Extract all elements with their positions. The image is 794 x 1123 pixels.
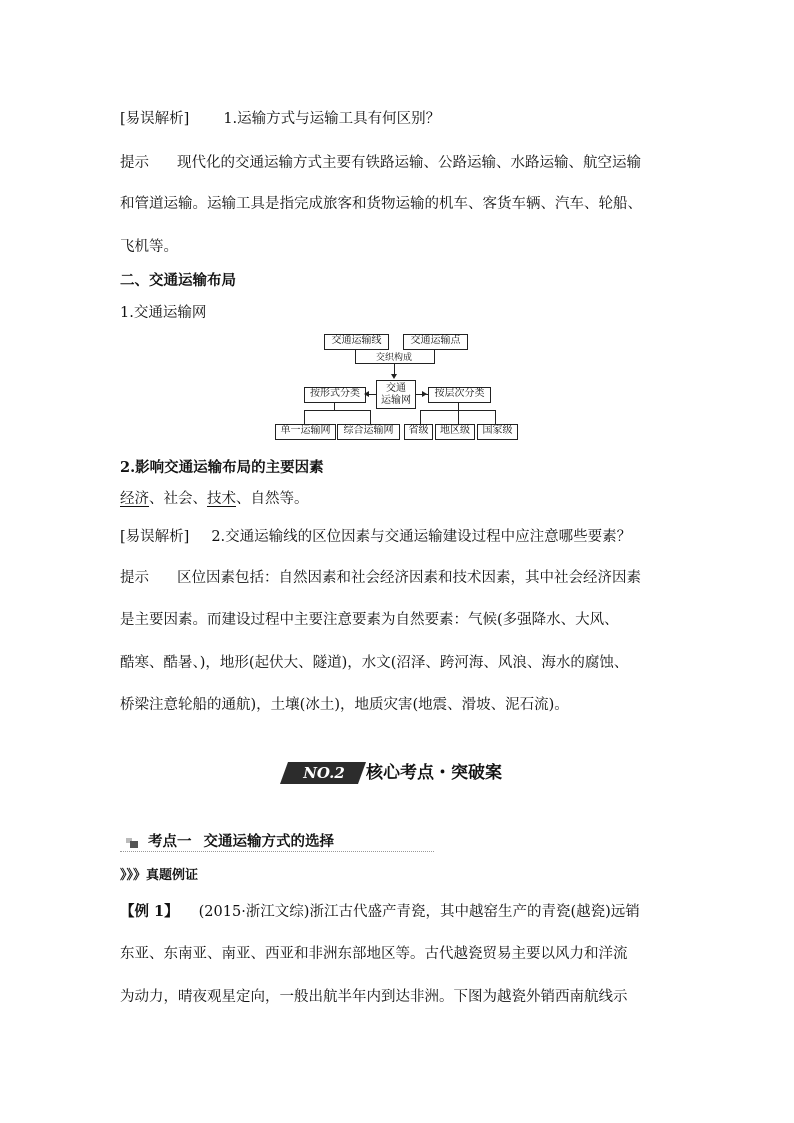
diagram-box-transport-network: 交通 运输网	[376, 380, 416, 409]
diagram-box-transport-lines: 交通运输线	[324, 334, 389, 350]
diagram-box-single-network: 单一运输网	[275, 424, 336, 440]
hint-1-line1: 提示 现代化的交通运输方式主要有铁路运输、公路运输、水路运输、航空运输	[120, 155, 641, 171]
section-banner	[278, 760, 518, 786]
factors-line: 经济、社会、技术、自然等。	[120, 491, 309, 507]
hint-2-line1: 提示 区位因素包括：自然因素和社会经济因素和技术因素，其中社会经济因素	[120, 570, 641, 586]
hint-1-line3: 飞机等。	[120, 239, 178, 255]
banner-badge-text: NO.2	[303, 764, 345, 782]
hint-2-line2: 是主要因素。而建设过程中主要注意要素为自然要素：气候(多强降水、大风、	[120, 612, 619, 628]
subheading-transport-network: 1.交通运输网	[120, 305, 207, 321]
question-text: 2.交通运输线的区位因素与交通运输建设过程中应注意哪些要素？	[211, 529, 632, 545]
diagram-box-regional: 地区级	[435, 424, 475, 440]
heading-dotted-rule	[120, 851, 434, 852]
example-1-line3: 为动力，晴夜观星定向，一般出航半年内到达非洲。下图为越瓷外销西南航线示	[120, 989, 628, 1005]
hint-label: 提示	[120, 155, 149, 171]
factor-economy: 经济	[120, 491, 149, 507]
diagram-compose-label: 交织构成	[376, 353, 413, 363]
kaodian-title: 交通运输方式的选择	[203, 833, 334, 850]
diagram-box-transport-points: 交通运输点	[403, 334, 468, 350]
kaodian-label: 考点一	[148, 833, 192, 850]
diagram-box-classify-by-level: 按层次分类	[428, 387, 491, 403]
misconception-question-2	[120, 525, 631, 546]
factor-technology: 技术	[207, 491, 236, 507]
section-heading: 二、交通运输布局	[120, 272, 236, 289]
misconception-question-1	[120, 107, 440, 128]
example-1-line2: 东亚、东南亚、南亚、西亚和非洲东部地区等。古代越瓷贸易主要以风力和洋流	[120, 946, 628, 962]
hint-label: 提示	[120, 570, 149, 586]
hint-1-line2: 和管道运输。运输工具是指完成旅客和货物运输的机车、客货车辆、汽车、轮船、	[120, 196, 642, 212]
question-text: 1.运输方式与运输工具有何区别？	[223, 111, 441, 127]
diagram-box-classify-by-form: 按形式分类	[304, 387, 366, 403]
hint-2-line4: 桥梁注意轮船的通航)，土壤(冰土)，地质灾害(地震、滑坡、泥石流)。	[120, 697, 569, 713]
hint-2-line3: 酷寒、酷暑、)，地形(起伏大、隧道)，水文(沼泽、跨河海、风浪、海水的腐蚀、	[120, 655, 629, 671]
transport-network-diagram	[274, 333, 520, 441]
misconception-label: [易误解析]	[120, 529, 190, 545]
diagram-box-national: 国家级	[477, 424, 518, 440]
misconception-label: [易误解析]	[120, 111, 190, 127]
subheading-factors: 2.影响交通运输布局的主要因素	[120, 459, 324, 476]
kaodian-heading	[148, 830, 334, 851]
example-1-line1: 【例 1】 (2015·浙江文综)浙江古代盛产青瓷，其中越窑生产的青瓷(越瓷)远销	[120, 903, 640, 920]
real-exam-examples-label: 》》》真题例证	[120, 868, 199, 883]
diagram-box-provincial: 省级	[404, 424, 433, 440]
banner-title: 核心考点・突破案	[366, 763, 502, 783]
example-label: 【例 1】	[120, 903, 179, 920]
section-square-icon	[126, 838, 138, 848]
diagram-box-integrated-network: 综合运输网	[337, 424, 400, 440]
